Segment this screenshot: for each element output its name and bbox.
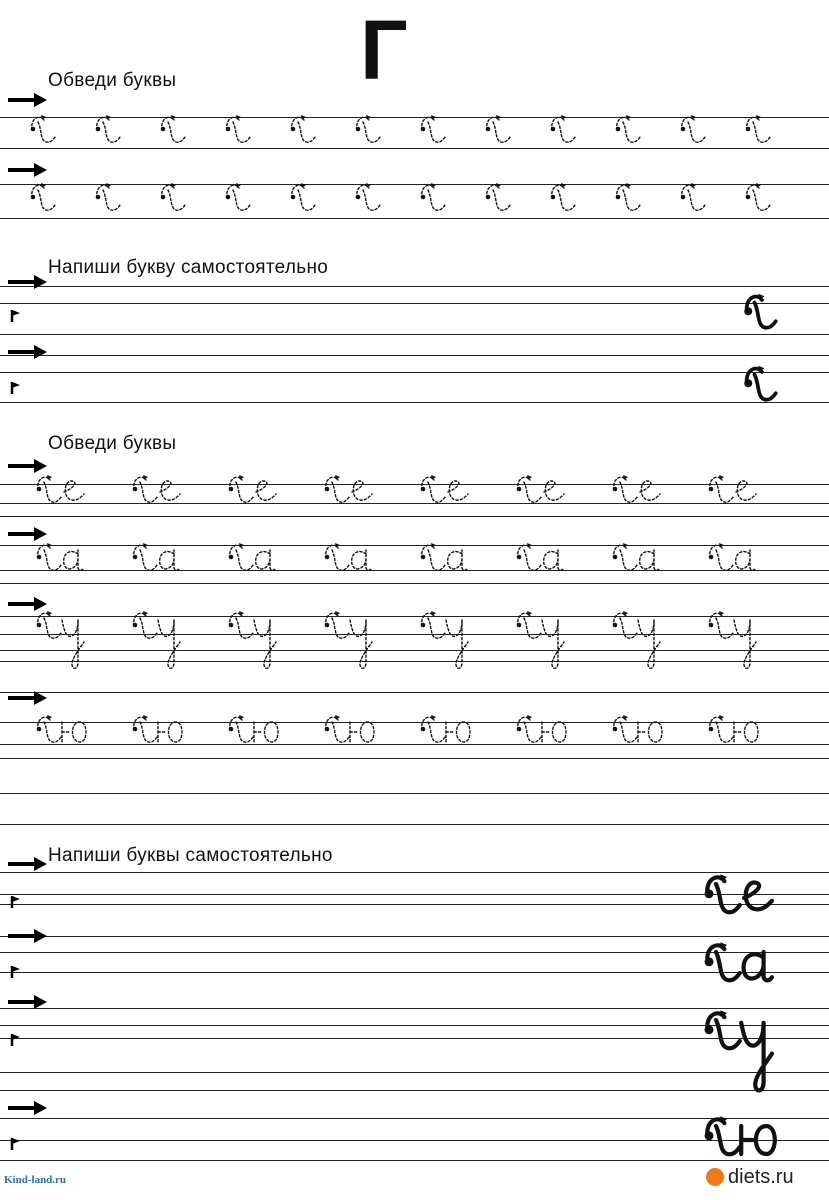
ruled-line (0, 650, 829, 651)
traced-g-glyph (223, 112, 255, 152)
traced-ga-glyph (418, 540, 478, 580)
arrow-right-icon (6, 994, 48, 1010)
traced-g-glyph (548, 180, 580, 220)
traced-g-glyph (353, 180, 385, 220)
traced-g-glyph (613, 112, 645, 152)
ruled-line (0, 545, 829, 546)
sample-g-glyph (742, 362, 782, 406)
traced-g-glyph (158, 112, 190, 152)
traced-gyu-glyph (706, 712, 766, 752)
arrow-right-icon (6, 856, 48, 872)
arrow-right-icon (6, 1100, 48, 1116)
flag-icon (10, 965, 22, 979)
arrow-right-icon (6, 92, 48, 108)
ruled-line (0, 503, 829, 504)
traced-ga-glyph (322, 540, 382, 580)
traced-ge-glyph (226, 472, 286, 512)
ruled-line (0, 570, 829, 571)
flag-icon (10, 381, 22, 395)
traced-g-glyph (28, 180, 60, 220)
sample-gu-glyph (702, 1006, 774, 1102)
traced-ge-glyph (130, 472, 190, 512)
ruled-line (0, 824, 829, 825)
ruled-line (0, 634, 829, 635)
traced-g-glyph (678, 112, 710, 152)
traced-gu-glyph (610, 608, 670, 698)
traced-gyu-glyph (418, 712, 478, 752)
ruled-line (0, 936, 829, 937)
traced-g-glyph (743, 180, 775, 220)
ruled-line (0, 583, 829, 584)
traced-ga-glyph (514, 540, 574, 580)
traced-g-glyph (483, 180, 515, 220)
traced-ge-glyph (322, 472, 382, 512)
traced-g-glyph (223, 180, 255, 220)
traced-g-glyph (548, 112, 580, 152)
traced-g-glyph (28, 112, 60, 152)
instruction-write-syllables: Напиши буквы самостоятельно (48, 845, 333, 866)
apple-logo-icon (706, 1168, 724, 1186)
ruled-line (0, 616, 829, 617)
flag-icon (10, 309, 22, 323)
traced-gyu-glyph (514, 712, 574, 752)
traced-ge-glyph (610, 472, 670, 512)
traced-ga-glyph (34, 540, 94, 580)
instruction-write-letter: Напиши букву самостоятельно (48, 257, 329, 278)
arrow-right-icon (6, 274, 48, 290)
ruled-line (0, 793, 829, 794)
traced-g-glyph (288, 180, 320, 220)
ruled-line (0, 516, 829, 517)
ruled-line (0, 692, 829, 693)
traced-gu-glyph (514, 608, 574, 698)
sample-gyu-glyph (702, 1112, 774, 1162)
sample-g-glyph (742, 290, 782, 334)
page-title-letter: Г (360, 3, 408, 97)
traced-g-glyph (483, 112, 515, 152)
ruled-line (0, 303, 829, 304)
traced-ge-glyph (34, 472, 94, 512)
traced-gu-glyph (34, 608, 94, 698)
ruled-line (0, 661, 829, 662)
traced-g-glyph (613, 180, 645, 220)
sample-ge-glyph (702, 870, 774, 918)
ruled-line (0, 758, 829, 759)
traced-ge-glyph (514, 472, 574, 512)
ruled-line (0, 286, 829, 287)
traced-g-glyph (93, 112, 125, 152)
arrow-right-icon (6, 928, 48, 944)
instruction-trace-syllables: Обведи буквы (48, 433, 177, 454)
traced-g-glyph (93, 180, 125, 220)
traced-g-glyph (743, 112, 775, 152)
watermark-right (706, 1166, 794, 1189)
flag-icon (10, 895, 22, 909)
ruled-line (0, 355, 829, 356)
traced-gu-glyph (130, 608, 190, 698)
traced-ge-glyph (706, 472, 766, 512)
traced-g-glyph (418, 112, 450, 152)
traced-gu-glyph (226, 608, 286, 698)
arrow-right-icon (6, 162, 48, 178)
traced-ga-glyph (226, 540, 286, 580)
flag-icon (10, 1137, 22, 1151)
traced-gu-glyph (322, 608, 382, 698)
traced-gyu-glyph (610, 712, 670, 752)
traced-g-glyph (353, 112, 385, 152)
ruled-line (0, 484, 829, 485)
traced-gyu-glyph (34, 712, 94, 752)
traced-gyu-glyph (322, 712, 382, 752)
ruled-line (0, 334, 829, 335)
ruled-line (0, 372, 829, 373)
traced-ga-glyph (130, 540, 190, 580)
traced-gyu-glyph (130, 712, 190, 752)
traced-ga-glyph (706, 540, 766, 580)
watermark-right-text: diets.ru (728, 1166, 794, 1188)
traced-ga-glyph (610, 540, 670, 580)
traced-ge-glyph (418, 472, 478, 512)
sample-ga-glyph (702, 938, 774, 986)
traced-gu-glyph (706, 608, 766, 698)
ruled-line (0, 402, 829, 403)
traced-gu-glyph (418, 608, 478, 698)
traced-g-glyph (158, 180, 190, 220)
watermark-left: Kind-land.ru (4, 1174, 67, 1186)
instruction-trace-letters: Обведи буквы (48, 70, 177, 91)
traced-g-glyph (288, 112, 320, 152)
traced-g-glyph (418, 180, 450, 220)
traced-gyu-glyph (226, 712, 286, 752)
flag-icon (10, 1033, 22, 1047)
ruled-line (0, 744, 829, 745)
traced-g-glyph (678, 180, 710, 220)
ruled-line (0, 722, 829, 723)
arrow-right-icon (6, 344, 48, 360)
